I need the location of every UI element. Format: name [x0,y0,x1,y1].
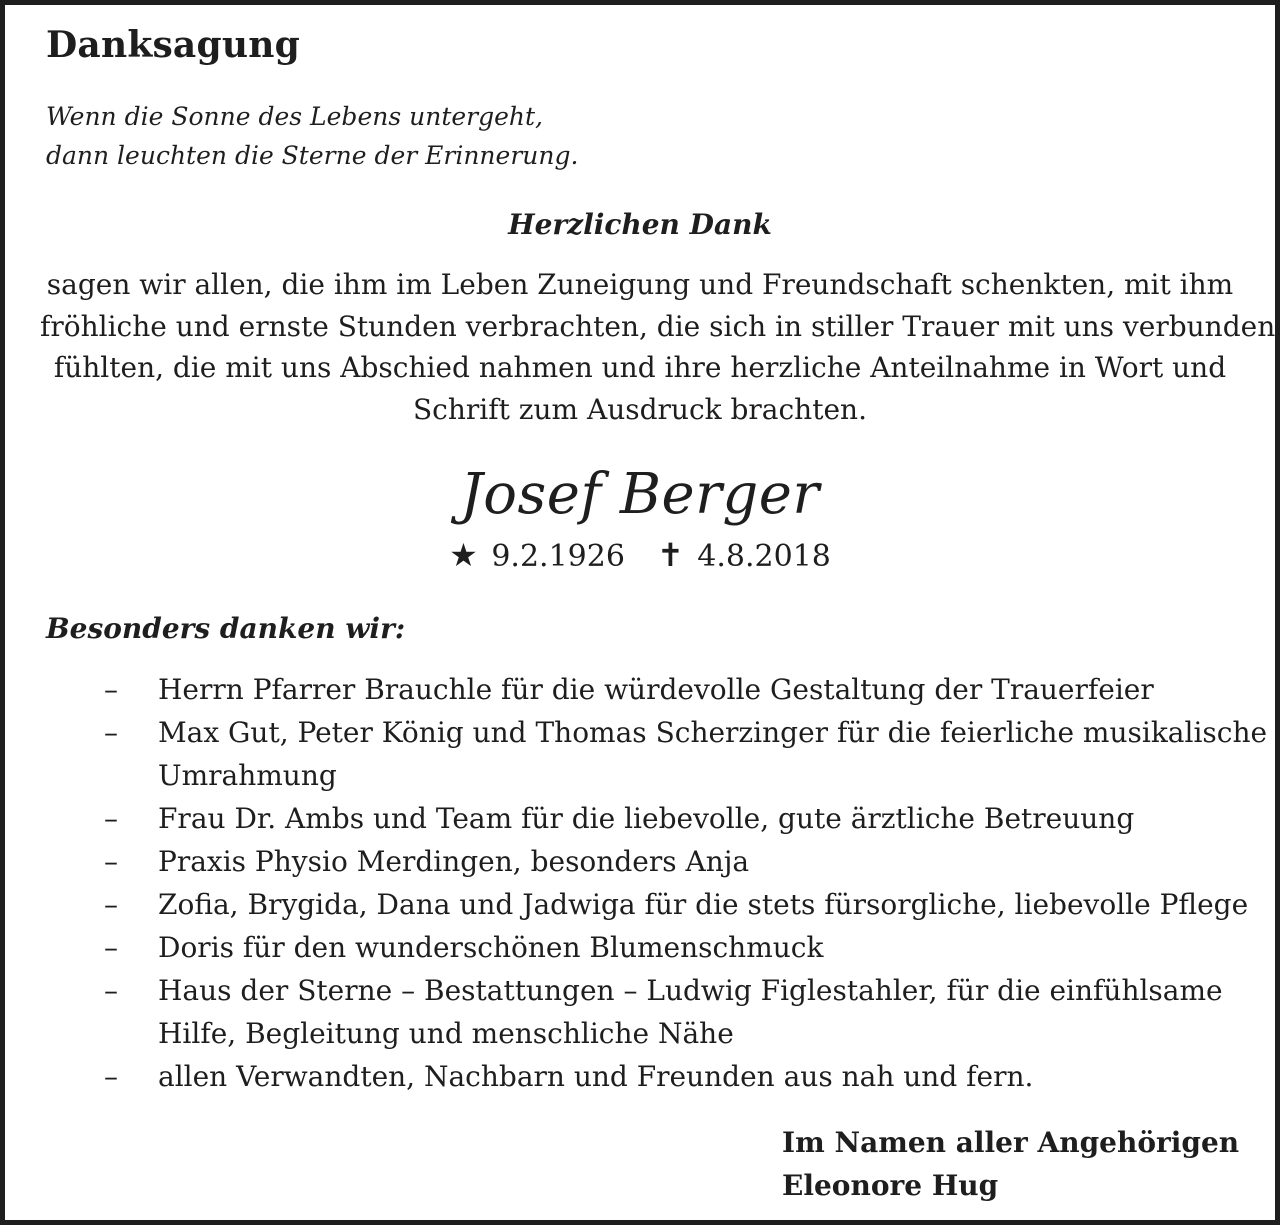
list-item-text: Hilfe, Begleitung und menschliche Nähe [158,1017,734,1050]
list-item [100,969,1240,1055]
notice-title: Danksagung [46,24,300,66]
list-item-text: Doris für den wunderschönen Blumenschmuck [158,931,824,964]
dash-bullet: – [104,974,118,1007]
dash-bullet: – [104,1060,118,1093]
list-item [100,840,1240,883]
paragraph-line: fröhliche und ernste Stunden verbrachten, die sich in stiller Trauer mit uns verbunden [40,309,1276,343]
list-item-text: Max Gut, Peter König und Thomas Scherzinger für die feierliche musikalische [158,716,1268,749]
list-item-text: allen Verwandten, Nachbarn und Freunden aus nah und fern. [158,1060,1034,1093]
list-item-text: Haus der Sterne – Bestattungen – Ludwig Figlestahler, für die einfühlsame [158,974,1223,1007]
thanks-paragraph [40,264,1276,430]
dash-bullet: – [104,931,118,964]
cross-icon: ✝ [656,536,684,574]
paragraph-line: fühlten, die mit uns Abschied nahmen und ihre herzliche Anteilnahme in Wort und [53,351,1227,384]
birth-date: 9.2.1926 [491,539,625,574]
thanks-list [100,668,1268,1098]
special-thanks-heading: Besonders danken wir: [46,612,406,645]
dash-bullet: – [104,845,118,878]
paragraph-line: Schrift zum Ausdruck brachten. [413,392,867,426]
dash-bullet: – [104,888,118,921]
paragraph-line: sagen wir allen, die ihm im Leben Zuneigung und Freundschaft schenkten, mit ihm [46,268,1234,301]
list-item [100,668,1240,711]
motto-line: Wenn die Sonne des Lebens untergeht, [46,102,543,131]
list-item-text: Praxis Physio Merdingen, besonders Anja [158,845,750,878]
star-icon: ★ [449,536,478,574]
dash-bullet: – [104,673,118,706]
signature-line: Im Namen aller Angehörigen [782,1126,1240,1159]
life-dates [0,536,1280,574]
list-item [100,797,1240,840]
dash-bullet: – [104,802,118,835]
deceased-name: Josef Berger [460,462,820,527]
dash-bullet: – [104,716,118,749]
signature-name: Eleonore Hug [782,1169,999,1202]
motto-line: dann leuchten die Sterne der Erinnerung. [46,141,579,170]
list-item [100,883,1249,926]
list-item [100,926,1240,969]
list-item-text: Frau Dr. Ambs und Team für die liebevolle, gute ärztliche Betreuung [158,802,1135,835]
list-item-text: Zofia, Brygida, Dana und Jadwiga für die stets fürsorgliche, liebevolle Pflege [158,888,1249,921]
list-item [100,711,1268,797]
list-item [100,1055,1240,1098]
death-date: 4.8.2018 [697,539,831,574]
list-item-text: Herrn Pfarrer Brauchle für die würdevolle Gestaltung der Trauerfeier [158,673,1154,706]
list-item-text: Umrahmung [158,759,337,792]
thanks-heading: Herzlichen Dank [508,208,772,241]
